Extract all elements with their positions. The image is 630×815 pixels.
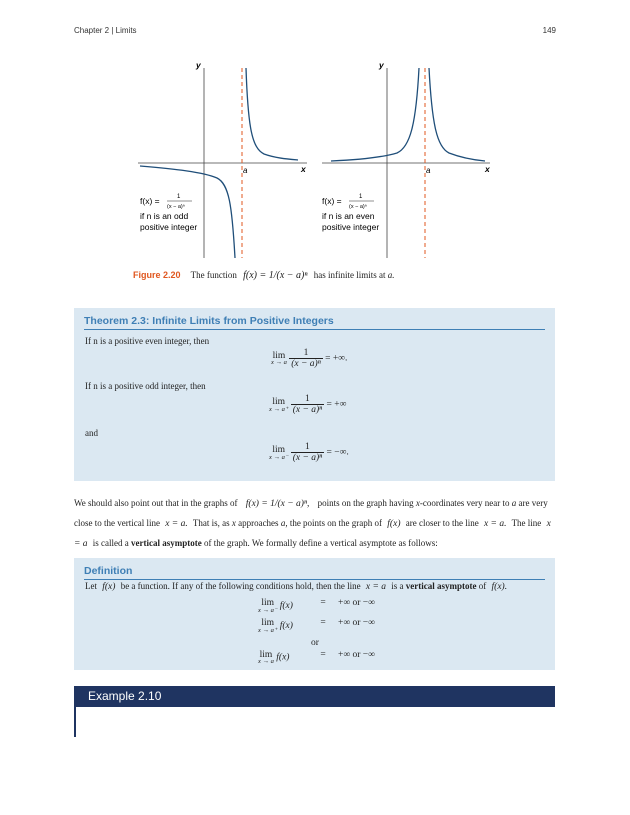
left-curve-right-branch: [246, 68, 298, 160]
eq1-frac: $\frac{1}{\text{(x − a)ⁿ}}$: [291, 348, 321, 369]
figure-label: Figure 2.20: [133, 270, 181, 280]
definition-title: Definition: [84, 565, 545, 580]
theorem-eq-2: [269, 394, 346, 415]
left-frac-den: (x − a)ⁿ: [167, 204, 185, 210]
caption-math: f(x) = 1/(x − a)ⁿ: [243, 270, 308, 281]
right-graph: [322, 60, 491, 258]
left-a-label: a: [243, 166, 248, 175]
running-header: Chapter 2 | Limits: [74, 26, 137, 35]
definition-text: Let f(x) be a function. If any of the following conditions hold, then the line x = a is a vertical asymptote of f(x).: [85, 581, 508, 592]
left-y-label: y: [196, 60, 201, 70]
right-curve-left-branch: [331, 68, 419, 161]
right-frac-num: 1: [359, 194, 363, 200]
left-note-1: if n is an odd: [140, 211, 189, 221]
left-x-label: x: [301, 164, 306, 174]
definition-or: or: [311, 638, 319, 648]
theorem-eq-1: [271, 348, 347, 369]
definition-box: Definition Let f(x) be a function. If any of the following conditions hold, then the line x = a is a vertical asymptote of f(x). lim x → a⁻ f(x) = +∞ or −∞ lim x → a⁺ f(x) = +∞ or −∞ or lim x → a f(x) = +∞ or −∞: [74, 558, 555, 670]
caption-text-1: The function: [190, 270, 237, 280]
eq3-lim: lim x → a⁻: [269, 444, 289, 461]
theorem-line-1: If n is a positive even integer, then: [85, 336, 210, 346]
theorem-box: [74, 308, 555, 481]
right-note-1: if n is an even: [322, 211, 375, 221]
right-curve-right-branch: [429, 68, 485, 161]
example-header: [74, 686, 555, 707]
example-title: Example 2.10: [88, 689, 162, 703]
eq1-lim: lim x → a: [271, 351, 287, 366]
theorem-line-3: and: [85, 428, 98, 438]
theorem-line-2: If n is a positive odd integer, then: [85, 381, 206, 391]
eq2-rhs: = +∞: [326, 399, 347, 410]
left-graph: [138, 60, 307, 258]
right-x-label: x: [485, 164, 490, 174]
figure-caption: [133, 270, 553, 281]
eq1-rhs: = +∞.: [325, 353, 348, 364]
eq2-lim: lim x → a⁺: [269, 396, 289, 413]
right-y-label: y: [379, 60, 384, 70]
theorem-title: Theorem 2.3: Infinite Limits from Positive Integers: [84, 315, 545, 330]
right-note-2: positive integer: [322, 222, 380, 232]
figure-graphs: [0, 0, 630, 270]
right-a-label: a: [426, 166, 431, 175]
right-func-prefix: f(x) =: [322, 196, 342, 206]
left-frac-num: 1: [177, 194, 181, 200]
left-note-2: positive integer: [140, 222, 198, 232]
eq2-frac: $\frac{1}{\text{(x − a)ⁿ}}$: [292, 394, 323, 415]
eq3-rhs: = −∞.: [326, 447, 349, 458]
left-func-prefix: f(x) =: [140, 196, 160, 206]
caption-a: a.: [387, 270, 395, 280]
eq3-frac: $\frac{1}{\text{(x − a)ⁿ}}$: [292, 442, 323, 463]
example-side-rule: [74, 707, 76, 737]
page-number: 149: [542, 26, 556, 35]
right-frac-den: (x − a)ⁿ: [349, 204, 367, 210]
theorem-eq-3: [269, 442, 349, 463]
body-paragraph: We should also point out that in the graphs of f(x) = 1/(x − a)ⁿ, points on the graph having x-coordinates very near to a are very close to the vertical line x = a. That is, as x approaches a, the points on the graph of f(x) are closer to the line x = a. The line x = a is called a vertical asymptote of the graph. We formally define a vertical asymptote as follows:: [74, 498, 551, 549]
caption-text-2: has infinite limits at: [313, 270, 386, 280]
